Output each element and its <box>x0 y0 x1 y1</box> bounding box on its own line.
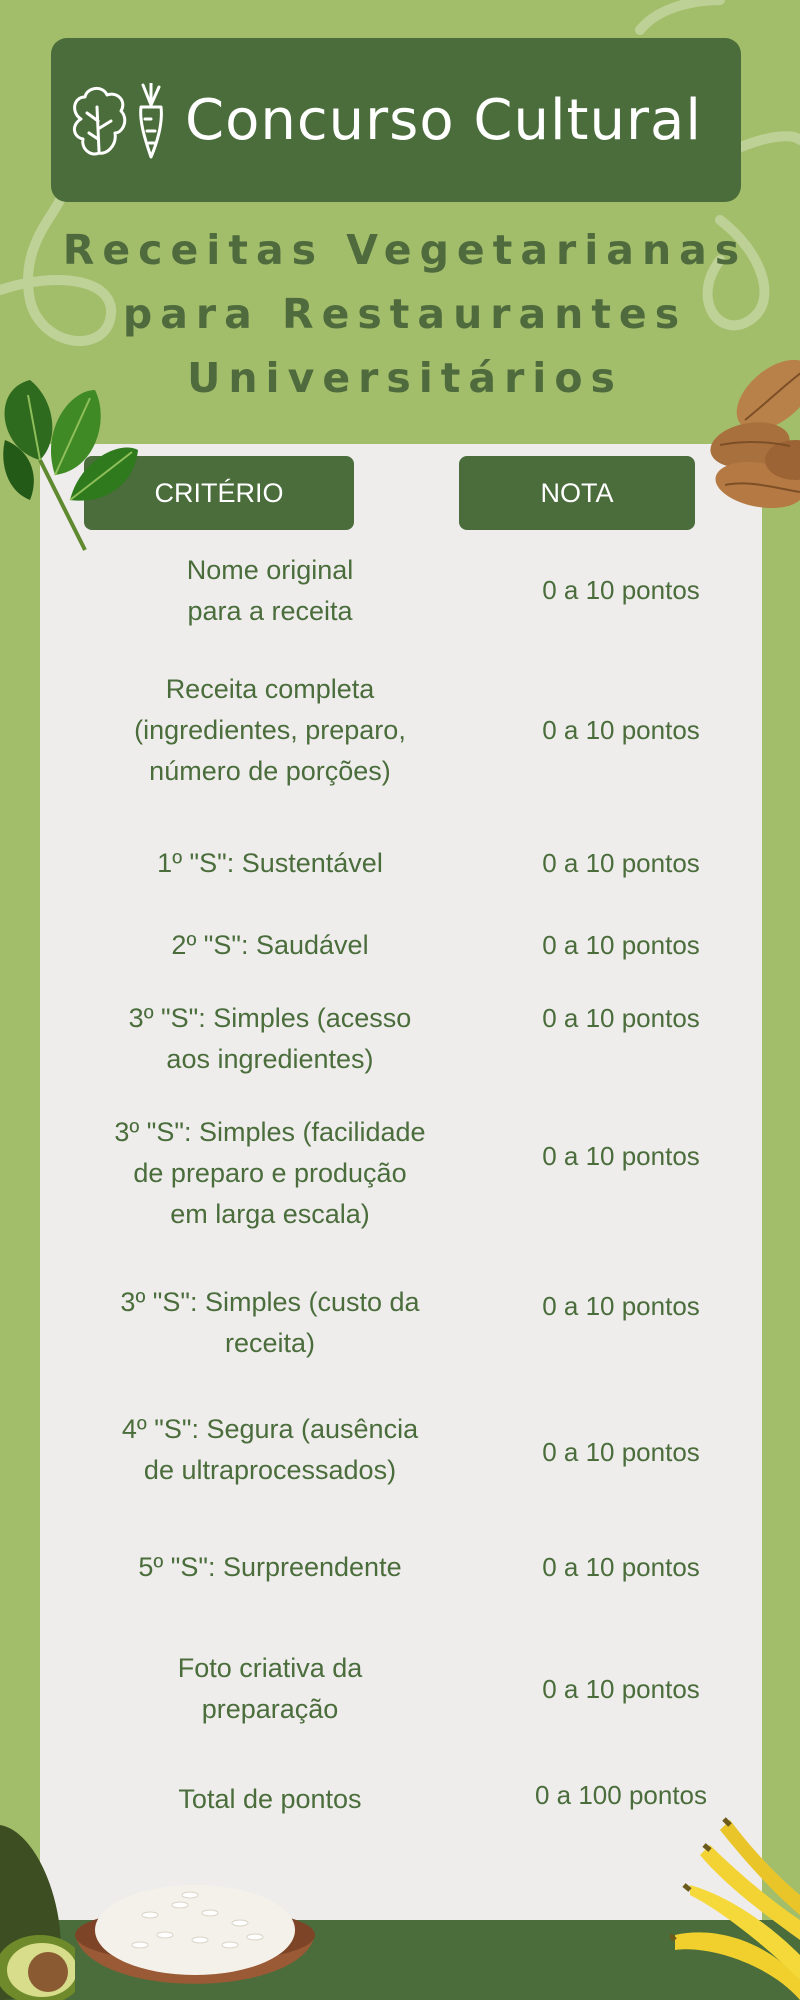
criterion-cell <box>60 1547 480 1588</box>
criterion-line: preparação <box>201 1694 339 1724</box>
score-cell: 0 a 10 pontos <box>542 848 700 878</box>
subtitle-line: Receitas Vegetarianas <box>62 226 748 274</box>
criterion-line: Total de pontos <box>178 1784 362 1814</box>
criterion-line: aos ingredientes) <box>166 1044 374 1074</box>
score-cell: 0 a 10 pontos <box>542 575 700 605</box>
criterion-line: 3º "S": Simples (acesso <box>128 1003 412 1033</box>
criterion-line: 4º "S": Segura (ausência <box>121 1414 419 1444</box>
vegetables-icon <box>67 83 175 159</box>
criterion-cell <box>60 1648 480 1730</box>
page-title: Concurso Cultural <box>185 87 702 153</box>
score-cell: 0 a 10 pontos <box>542 1552 700 1582</box>
criterion-line: Receita completa <box>165 674 375 704</box>
criterion-cell <box>60 1282 480 1364</box>
banana-icon <box>670 1815 800 2000</box>
criterion-line: de preparo e produção <box>133 1158 407 1188</box>
criterion-cell <box>60 550 480 632</box>
criterion-line: para a receita <box>187 596 353 626</box>
subtitle-line: Universitários <box>187 354 623 402</box>
criterion-line: em larga escala) <box>170 1199 370 1229</box>
criterion-line: (ingredientes, preparo, <box>134 715 406 745</box>
avocado-icon <box>0 1820 75 2000</box>
criterion-cell <box>60 1409 480 1491</box>
spinach-icon <box>0 380 140 555</box>
almonds-icon <box>690 350 800 520</box>
score-cell: 0 a 10 pontos <box>542 1437 700 1467</box>
criterion-line: número de porções) <box>149 756 391 786</box>
score-cell: 0 a 10 pontos <box>542 930 700 960</box>
criterion-line: 3º "S": Simples (custo da <box>120 1287 420 1317</box>
criterion-line: 5º "S": Surpreendente <box>138 1552 402 1582</box>
score-cell: 0 a 10 pontos <box>542 1003 700 1033</box>
column-header-criterio: CRITÉRIO <box>84 456 354 530</box>
criterion-line: Foto criativa da <box>177 1653 363 1683</box>
score-cell: 0 a 10 pontos <box>542 715 700 745</box>
criterion-cell <box>60 843 480 884</box>
rice-bowl-icon <box>70 1875 320 2000</box>
criterion-line: receita) <box>224 1328 316 1358</box>
criterion-cell <box>60 669 480 792</box>
criterion-line: Nome original <box>186 555 354 585</box>
criterion-line: 3º "S": Simples (facilidade <box>114 1117 426 1147</box>
criterion-cell <box>60 1112 480 1235</box>
score-cell: 0 a 10 pontos <box>542 1674 700 1704</box>
subtitle-line: para Restaurantes <box>122 290 688 338</box>
subtitle <box>60 218 750 410</box>
score-cell: 0 a 10 pontos <box>542 1291 700 1321</box>
header-banner <box>51 38 741 202</box>
criterion-line: de ultraprocessados) <box>143 1455 397 1485</box>
criterion-cell <box>60 1779 480 1820</box>
criterion-cell <box>60 998 480 1080</box>
criterion-line: 1º "S": Sustentável <box>157 848 383 878</box>
criterion-line: 2º "S": Saudável <box>171 930 369 960</box>
column-header-nota: NOTA <box>459 456 695 530</box>
score-cell: 0 a 10 pontos <box>542 1141 700 1171</box>
score-cell: 0 a 100 pontos <box>534 1780 708 1810</box>
criterion-cell <box>60 925 480 966</box>
